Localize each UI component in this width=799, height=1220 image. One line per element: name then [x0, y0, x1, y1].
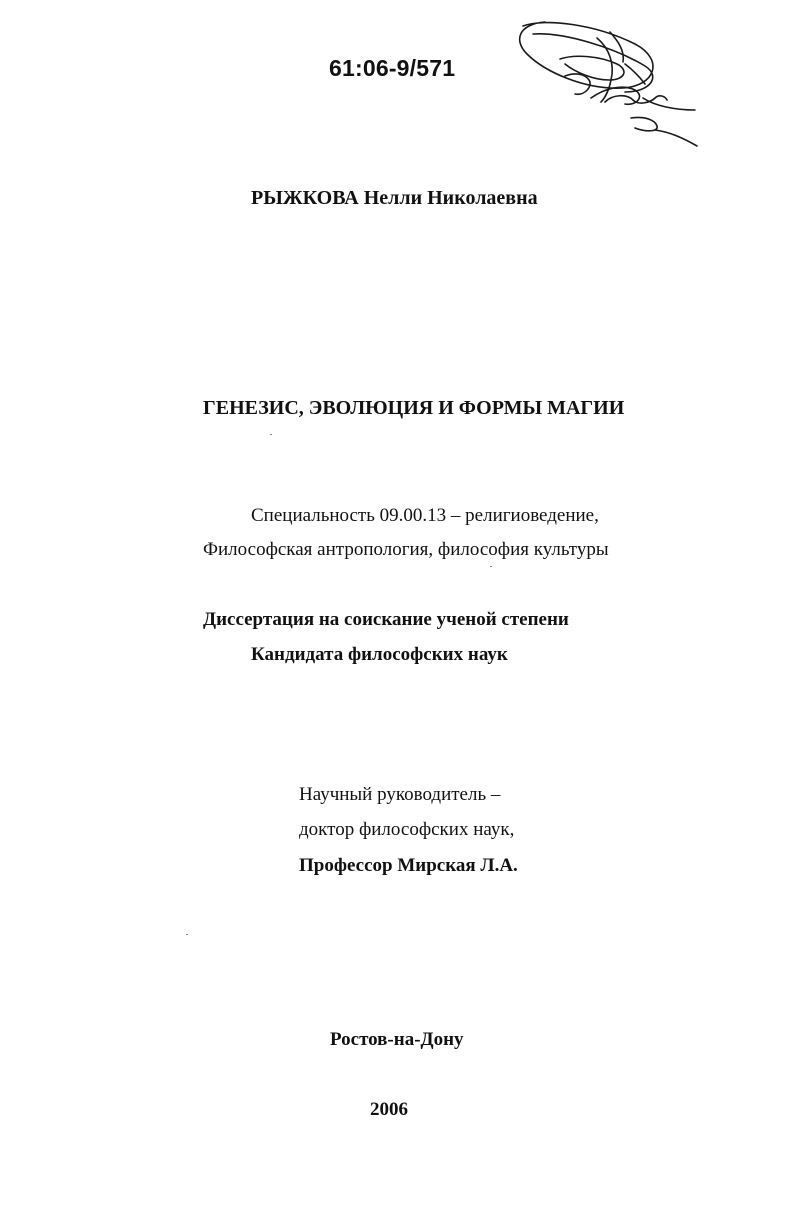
- degree-line-2: Кандидата философских наук: [251, 644, 508, 665]
- dissertation-title: ГЕНЕЗИС, ЭВОЛЮЦИЯ И ФОРМЫ МАГИИ: [203, 397, 625, 419]
- city: Ростов-на-Дону: [330, 1029, 464, 1050]
- year: 2006: [370, 1099, 408, 1120]
- degree-line-1: Диссертация на соискание ученой степени: [203, 609, 569, 630]
- supervisor-name: Профессор Мирская Л.А.: [299, 855, 518, 876]
- specialty-line-1: Специальность 09.00.13 – религиоведение,: [251, 505, 599, 526]
- scan-speck: [186, 934, 188, 935]
- author-name: РЫЖКОВА Нелли Николаевна: [251, 187, 538, 209]
- supervisor-label: Научный руководитель –: [299, 784, 501, 805]
- scan-speck: [270, 434, 272, 435]
- scan-speck: [490, 566, 492, 567]
- registry-code: 61:06-9/571: [329, 55, 456, 81]
- supervisor-degree: доктор философских наук,: [299, 819, 515, 840]
- handwritten-signature: [505, 14, 705, 154]
- specialty-line-2: Философская антропология, философия культуры: [203, 539, 609, 560]
